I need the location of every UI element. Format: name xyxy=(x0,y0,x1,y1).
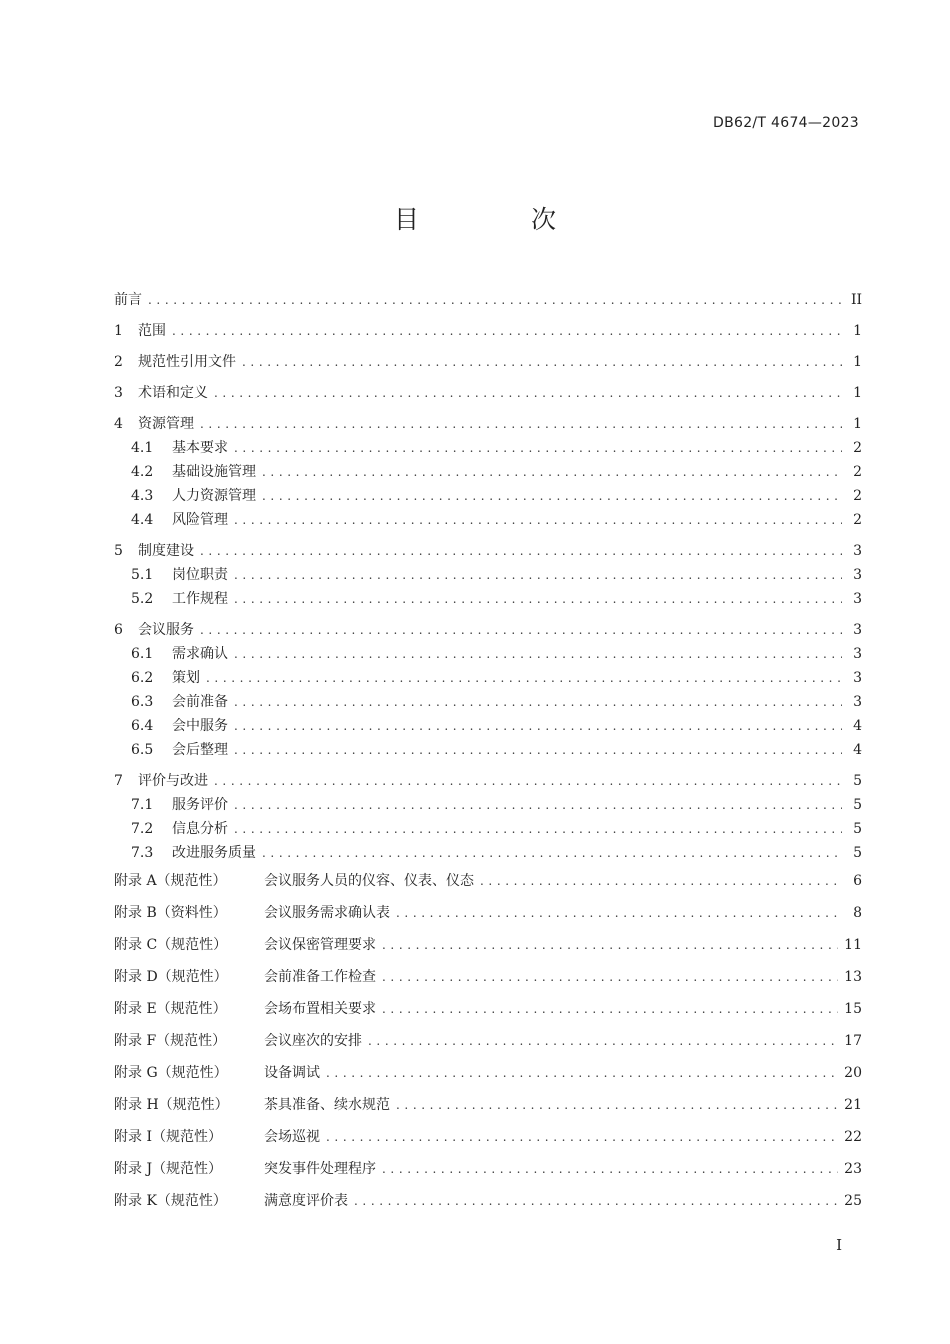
toc-entry[interactable] xyxy=(114,484,862,508)
dot-leader xyxy=(382,1153,838,1185)
document-code: DB62/T 4674—2023 xyxy=(713,115,859,131)
toc-entry-label: 会前准备工作检查 xyxy=(264,969,376,985)
toc-entry[interactable] xyxy=(114,412,862,436)
toc-entry[interactable] xyxy=(114,1025,862,1057)
toc-entry-label: 需求确认 xyxy=(172,646,228,662)
toc-entry[interactable] xyxy=(114,1153,862,1185)
toc-entry-page: 5 xyxy=(853,845,862,861)
toc-entry-page: 3 xyxy=(853,646,862,662)
toc-entry-page: 6 xyxy=(853,873,862,889)
dot-leader xyxy=(262,484,842,508)
toc-entry-label: 基本要求 xyxy=(172,440,228,456)
toc-entry-page: 22 xyxy=(844,1129,862,1145)
toc-entry-number: 7.3 xyxy=(131,845,154,861)
toc-entry-number: 6.5 xyxy=(131,742,154,758)
toc-entry-label: 制度建设 xyxy=(138,543,194,559)
toc-entry-page: 3 xyxy=(853,670,862,686)
toc-entry-label: 岗位职责 xyxy=(172,567,228,583)
toc-entry[interactable] xyxy=(114,319,862,343)
toc-entry-number: 4.3 xyxy=(131,488,154,504)
toc-entry-page: 15 xyxy=(844,1001,862,1017)
dot-leader xyxy=(368,1025,838,1057)
toc-entry-number: 7.2 xyxy=(131,821,154,837)
toc-entry[interactable] xyxy=(114,897,862,929)
toc-entry-number: 7 xyxy=(114,773,123,789)
toc-entry-label: 风险管理 xyxy=(172,512,228,528)
toc-entry-page: 5 xyxy=(853,773,862,789)
toc-entry-label: 术语和定义 xyxy=(138,385,208,401)
toc-entry[interactable] xyxy=(114,642,862,666)
dot-leader xyxy=(234,690,842,714)
toc-entry-label: 会议服务 xyxy=(138,622,194,638)
toc-entry-number: 4.4 xyxy=(131,512,154,528)
toc-entry-page: 17 xyxy=(844,1033,862,1049)
dot-leader xyxy=(396,1089,838,1121)
toc-entry[interactable] xyxy=(114,993,862,1025)
toc-entry-number: 附录 J（规范性） xyxy=(114,1161,223,1177)
toc-entry-number: 附录 C（规范性） xyxy=(114,937,228,953)
toc-entry[interactable] xyxy=(114,350,862,374)
toc-entry[interactable] xyxy=(114,1185,862,1217)
toc-entry-label: 前言 xyxy=(114,292,142,308)
toc-entry-page: 13 xyxy=(844,969,862,985)
toc-entry-number: 6.4 xyxy=(131,718,154,734)
toc-entry-label: 茶具准备、续水规范 xyxy=(264,1097,390,1113)
toc-entry-page: 1 xyxy=(853,385,862,401)
toc-entry-label: 工作规程 xyxy=(172,591,228,607)
toc-entry-page: 21 xyxy=(844,1097,862,1113)
toc-entry-label: 满意度评价表 xyxy=(264,1193,348,1209)
dot-leader xyxy=(382,961,838,993)
table-of-contents xyxy=(114,288,862,1217)
toc-entry-number: 5.2 xyxy=(131,591,154,607)
dot-leader xyxy=(262,841,842,865)
toc-entry-page: 3 xyxy=(853,591,862,607)
toc-entry-page: 5 xyxy=(853,797,862,813)
toc-entry-number: 附录 K（规范性） xyxy=(114,1193,227,1209)
toc-entry-page: 4 xyxy=(853,742,862,758)
dot-leader xyxy=(234,436,842,460)
toc-entry-page: 1 xyxy=(853,416,862,432)
toc-entry[interactable] xyxy=(114,666,862,690)
toc-entry-number: 附录 I（规范性） xyxy=(114,1129,222,1145)
toc-entry[interactable] xyxy=(114,817,862,841)
toc-entry[interactable] xyxy=(114,929,862,961)
toc-entry-page: 3 xyxy=(853,694,862,710)
toc-entry-number: 3 xyxy=(114,385,123,401)
toc-entry[interactable] xyxy=(114,288,862,312)
toc-entry[interactable] xyxy=(114,738,862,762)
toc-entry-page: 20 xyxy=(844,1065,862,1081)
toc-entry-number: 附录 G（规范性） xyxy=(114,1065,228,1081)
page-title: 目 次 xyxy=(394,205,608,234)
toc-entry-label: 信息分析 xyxy=(172,821,228,837)
dot-leader xyxy=(234,587,842,611)
toc-entry-page: 2 xyxy=(853,464,862,480)
toc-entry[interactable] xyxy=(114,793,862,817)
toc-entry[interactable] xyxy=(114,618,862,642)
toc-entry-label: 改进服务质量 xyxy=(172,845,256,861)
toc-entry-label: 会前准备 xyxy=(172,694,228,710)
dot-leader xyxy=(326,1121,838,1153)
toc-entry-label: 规范性引用文件 xyxy=(138,354,236,370)
toc-entry-label: 设备调试 xyxy=(264,1065,320,1081)
toc-entry-page: 2 xyxy=(853,488,862,504)
toc-entry[interactable] xyxy=(114,714,862,738)
toc-entry-label: 资源管理 xyxy=(138,416,194,432)
toc-entry-page: 3 xyxy=(853,543,862,559)
dot-leader xyxy=(354,1185,838,1217)
dot-leader xyxy=(206,666,842,690)
dot-leader xyxy=(234,508,842,532)
toc-entry-number: 附录 D（规范性） xyxy=(114,969,228,985)
toc-entry-page: 1 xyxy=(853,323,862,339)
toc-entry-page: 3 xyxy=(853,567,862,583)
toc-entry[interactable] xyxy=(114,961,862,993)
toc-entry-number: 1 xyxy=(114,323,123,339)
toc-entry-label: 会议座次的安排 xyxy=(264,1033,362,1049)
toc-entry-page: 1 xyxy=(853,354,862,370)
toc-entry[interactable] xyxy=(114,436,862,460)
toc-entry[interactable] xyxy=(114,1089,862,1121)
toc-entry[interactable] xyxy=(114,769,862,793)
toc-entry-number: 7.1 xyxy=(131,797,154,813)
dot-leader xyxy=(480,865,842,897)
toc-entry[interactable] xyxy=(114,865,862,897)
toc-entry-number: 5 xyxy=(114,543,123,559)
page-number: I xyxy=(836,1236,842,1254)
toc-entry-number: 4.2 xyxy=(131,464,154,480)
toc-entry-label: 会场巡视 xyxy=(264,1129,320,1145)
toc-entry-label: 评价与改进 xyxy=(138,773,208,789)
dot-leader xyxy=(234,563,842,587)
toc-entry-number: 附录 A（规范性） xyxy=(114,873,227,889)
toc-entry-number: 4.1 xyxy=(131,440,154,456)
toc-entry[interactable] xyxy=(114,563,862,587)
dot-leader xyxy=(148,288,842,312)
dot-leader xyxy=(214,381,842,405)
toc-entry-label: 会议服务需求确认表 xyxy=(264,905,390,921)
dot-leader xyxy=(382,993,838,1025)
dot-leader xyxy=(262,460,842,484)
dot-leader xyxy=(396,897,842,929)
dot-leader xyxy=(200,539,842,563)
toc-entry-page: II xyxy=(850,292,862,308)
toc-entry[interactable] xyxy=(114,539,862,563)
toc-entry-label: 人力资源管理 xyxy=(172,488,256,504)
dot-leader xyxy=(200,412,842,436)
toc-entry-label: 服务评价 xyxy=(172,797,228,813)
toc-entry[interactable] xyxy=(114,587,862,611)
dot-leader xyxy=(172,319,842,343)
toc-entry-page: 8 xyxy=(853,905,862,921)
toc-entry-label: 基础设施管理 xyxy=(172,464,256,480)
toc-entry-page: 23 xyxy=(844,1161,862,1177)
toc-entry-label: 会后整理 xyxy=(172,742,228,758)
toc-entry-page: 2 xyxy=(853,512,862,528)
dot-leader xyxy=(242,350,842,374)
toc-entry-label: 会议服务人员的仪容、仪表、仪态 xyxy=(264,873,474,889)
toc-entry-number: 6.1 xyxy=(131,646,154,662)
toc-entry-label: 策划 xyxy=(172,670,200,686)
toc-entry-page: 4 xyxy=(853,718,862,734)
toc-entry-page: 2 xyxy=(853,440,862,456)
toc-entry-number: 5.1 xyxy=(131,567,154,583)
toc-entry-number: 6.3 xyxy=(131,694,154,710)
toc-entry[interactable] xyxy=(114,1121,862,1153)
toc-entry-label: 范围 xyxy=(138,323,166,339)
toc-entry-number: 附录 H（规范性） xyxy=(114,1097,229,1113)
dot-leader xyxy=(234,793,842,817)
toc-entry-number: 6.2 xyxy=(131,670,154,686)
toc-entry[interactable] xyxy=(114,841,862,865)
dot-leader xyxy=(200,618,842,642)
toc-entry-number: 附录 B（资料性） xyxy=(114,905,227,921)
dot-leader xyxy=(234,817,842,841)
toc-entry-label: 会议保密管理要求 xyxy=(264,937,376,953)
toc-entry-page: 3 xyxy=(853,622,862,638)
toc-entry-label: 突发事件处理程序 xyxy=(264,1161,376,1177)
toc-entry-number: 4 xyxy=(114,416,123,432)
toc-entry-number: 2 xyxy=(114,354,123,370)
toc-entry-label: 会中服务 xyxy=(172,718,228,734)
toc-entry[interactable] xyxy=(114,460,862,484)
toc-entry-number: 6 xyxy=(114,622,123,638)
toc-entry-page: 11 xyxy=(844,937,862,953)
toc-entry-number: 附录 F（规范性） xyxy=(114,1033,227,1049)
dot-leader xyxy=(382,929,838,961)
toc-entry-number: 附录 E（规范性） xyxy=(114,1001,227,1017)
toc-entry[interactable] xyxy=(114,508,862,532)
dot-leader xyxy=(234,714,842,738)
toc-entry[interactable] xyxy=(114,1057,862,1089)
dot-leader xyxy=(234,642,842,666)
toc-entry-label: 会场布置相关要求 xyxy=(264,1001,376,1017)
toc-entry-page: 5 xyxy=(853,821,862,837)
toc-entry-page: 25 xyxy=(844,1193,862,1209)
dot-leader xyxy=(214,769,842,793)
dot-leader xyxy=(326,1057,838,1089)
dot-leader xyxy=(234,738,842,762)
toc-entry[interactable] xyxy=(114,381,862,405)
toc-entry[interactable] xyxy=(114,690,862,714)
